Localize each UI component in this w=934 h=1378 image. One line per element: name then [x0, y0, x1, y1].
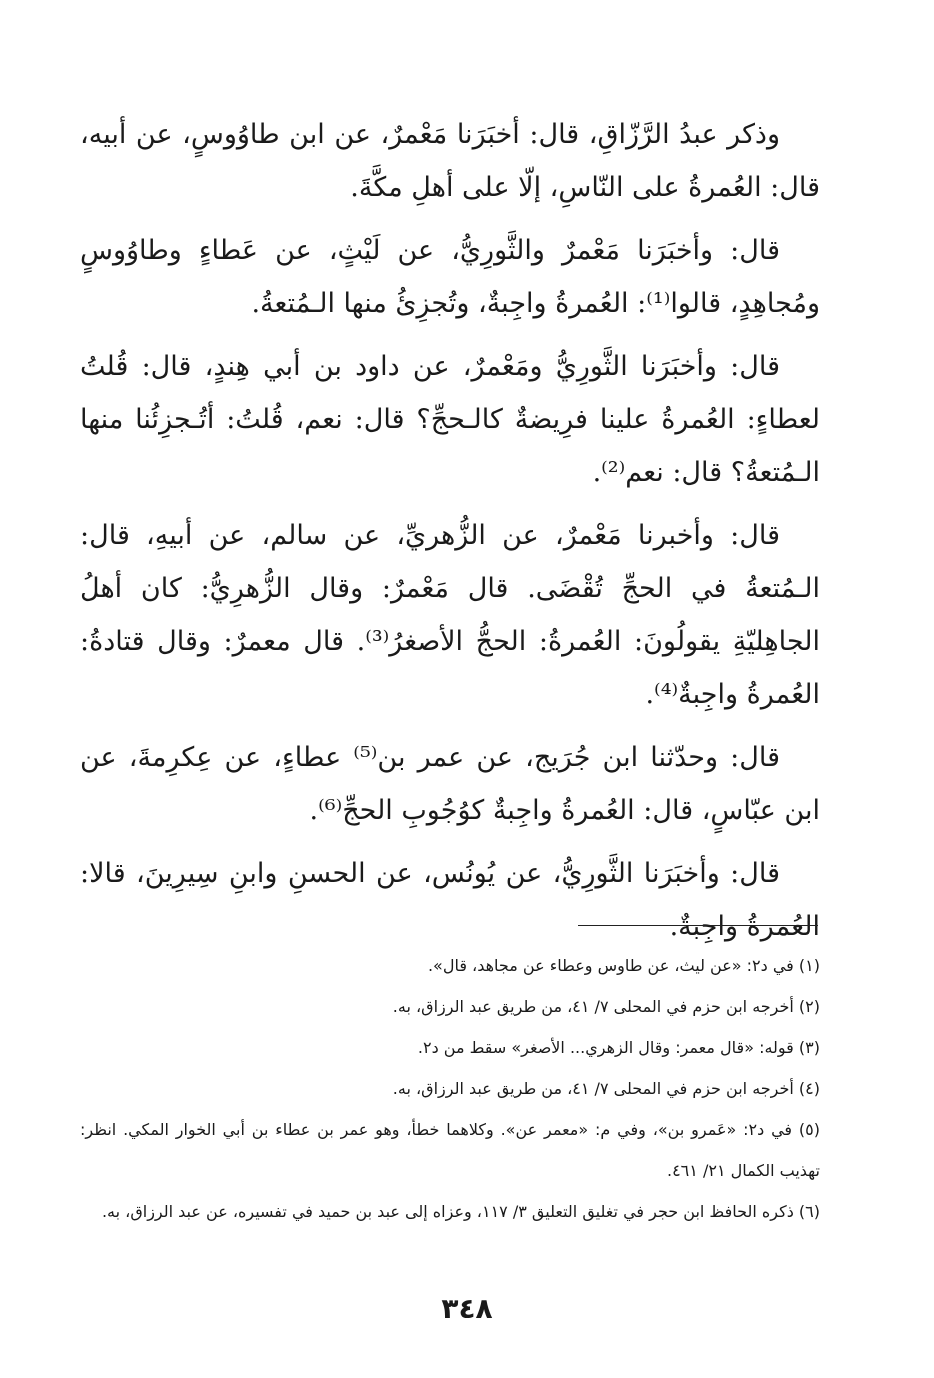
- paragraph: قال: وأخبَرَنا الثَّورِيُّ ومَعْمرٌ، عن داود بن أبي هِندٍ، قال: قُلتُ لعطاءٍ: العُمرةُ علينا فرِيضةٌ كالـحجِّ؟ قال: نعم، قُلتُ: أتُـجزِئُنا منها الـمُتعةُ؟ قال: نعم⁽²⁾.: [80, 351, 820, 488]
- footnote: (٢) أخرجه ابن حزم في المحلى ٧/ ٤١، من طريق عبد الرزاق، به.: [392, 997, 820, 1016]
- footnote: (٤) أخرجه ابن حزم في المحلى ٧/ ٤١، من طريق عبد الرزاق، به.: [392, 1079, 820, 1098]
- footnote: (٦) ذكره الحافظ ابن حجر في تغليق التعليق ٣/ ١١٧، وعزاه إلى عبد بن حميد في تفسيره، عن عبد الرزاق، به.: [101, 1202, 820, 1221]
- paragraph: قال: وحدّثنا ابن جُرَيج، عن عمر بن⁽⁵⁾ عطاءٍ، عن عِكرِمةَ، عن ابن عبّاسٍ، قال: العُمرةُ واجِبةٌ كوُجُوبِ الحجِّ⁽⁶⁾.: [80, 742, 820, 826]
- footnote: (١) في د٢: «عن ليث، عن طاوس وعطاء عن مجاهد، قال».: [427, 956, 820, 975]
- main-text: [80, 108, 820, 953]
- footnote-divider: [578, 925, 818, 926]
- footnote: (٣) قوله: «قال معمر: وقال الزهري... الأصغر» سقط من د٢.: [417, 1038, 820, 1057]
- paragraph: قال: وأخبَرَنا الثَّورِيُّ، عن يُونُس، عن الحسنِ وابنِ سِيرِينَ، قالا: العُمرةُ واجِبةٌ.: [80, 858, 820, 942]
- paragraph: قال: وأخبَرَنا مَعْمرٌ والثَّورِيُّ، عن لَيْثٍ، عن عَطاءٍ وطاوُوسٍ ومُجاهِدٍ، قالوا⁽¹⁾: العُمرةُ واجِبةٌ، وتُجزِئُ منها الـمُتعةُ.: [80, 235, 820, 319]
- footnote: (٥) في د٢: «عَمرو بن»، وفي م: «معمر عن». وكلاهما خطأ، وهو عمر بن عطاء بن أبي الخوار المكي. انظر: تهذيب الكمال ٢١/ ٤٦١.: [80, 1120, 820, 1180]
- footnotes: [80, 945, 820, 1232]
- page-number: ٣٤٨: [441, 1292, 493, 1325]
- paragraph: قال: وأخبرنا مَعْمرٌ، عن الزُّهريِّ، عن سالم، عن أبيهِ، قال: الـمُتعةُ في الحجِّ تُقْضَى. قال مَعْمرٌ: وقال الزُّهرِيُّ: كان أهلُ الجاهِليّةِ يقولُونَ: العُمرةُ: الحجُّ الأصغرُ⁽³⁾. قال معمرٌ: وقال قتادةُ: العُمرةُ واجِبةٌ⁽⁴⁾.: [80, 520, 820, 710]
- paragraph: وذكر عبدُ الرَّزّاقِ، قال: أخبَرَنا مَعْمرٌ، عن ابن طاوُوسٍ، عن أبيه، قال: العُمرةُ على النّاسِ، إلّا على أهلِ مكَّةَ.: [80, 119, 820, 203]
